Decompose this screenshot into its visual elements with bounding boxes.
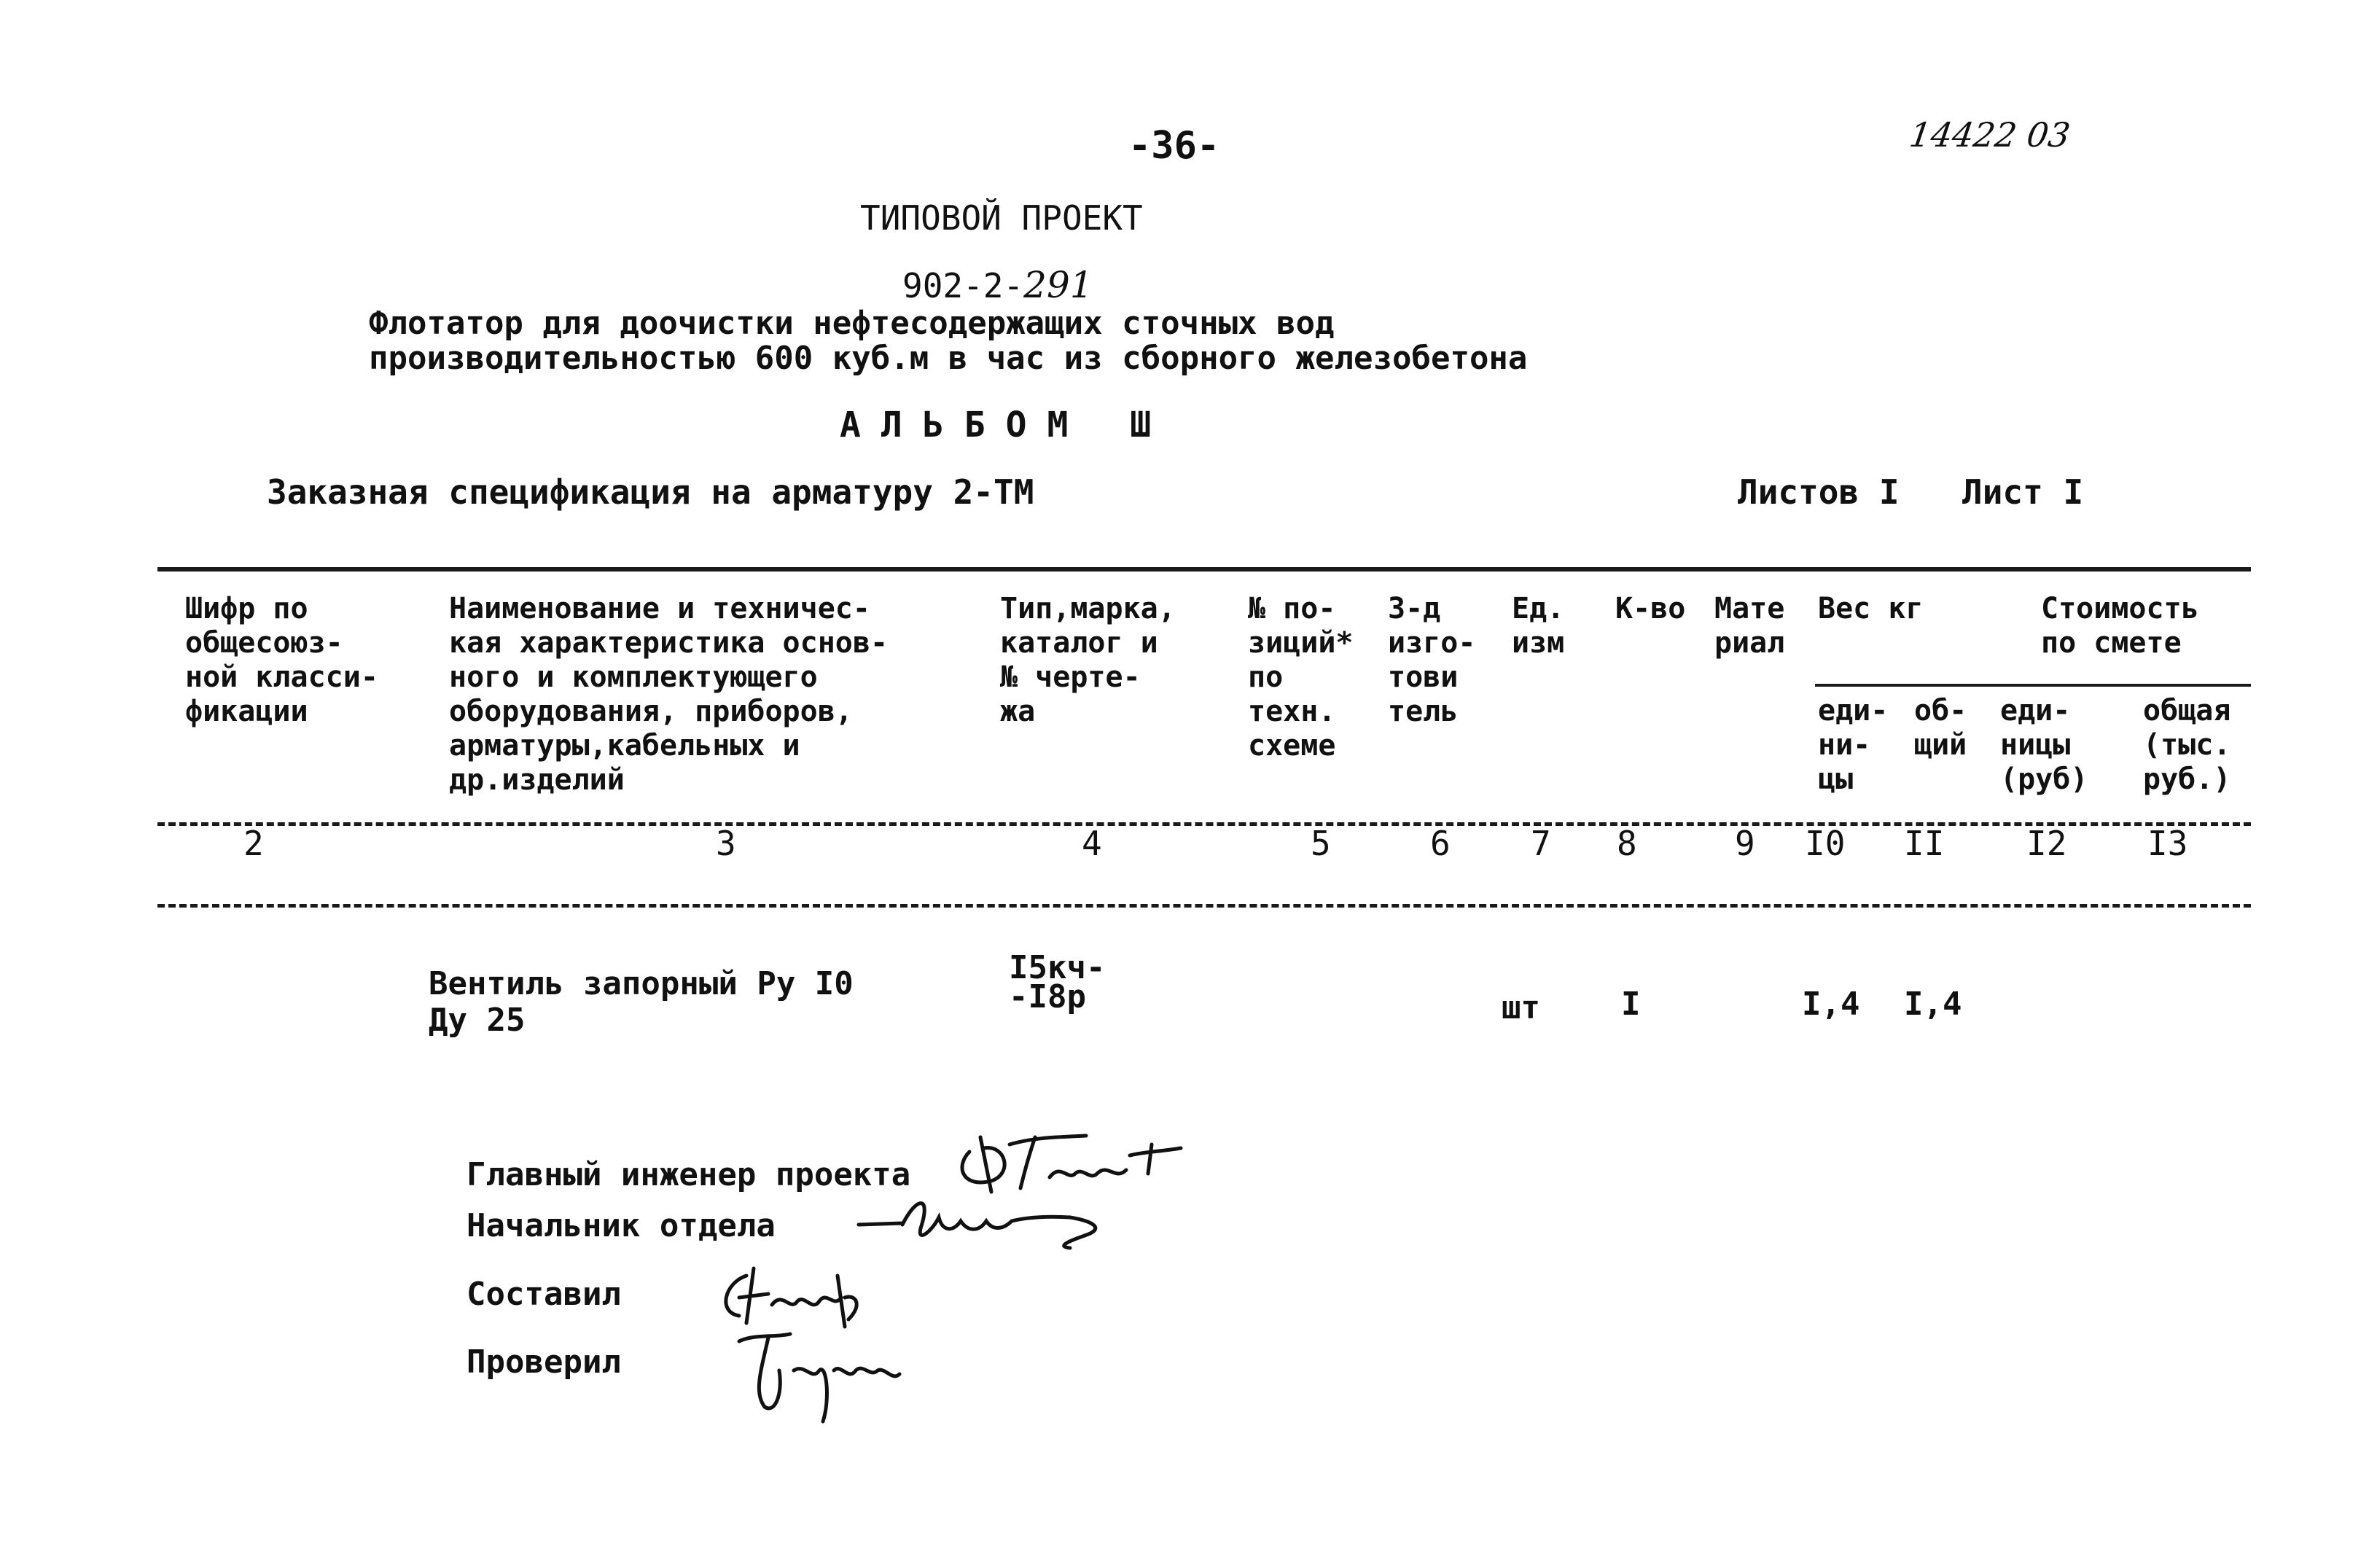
column-header-material: Мате риал <box>1714 592 1785 660</box>
column-number: 3 <box>716 824 736 863</box>
signature-label-checked-by: Проверил <box>467 1343 621 1381</box>
column-header-cost-unit: еди- ницы (руб) <box>2000 694 2088 796</box>
specification-title: Заказная спецификация на арматуру 2-ТМ <box>267 472 1034 512</box>
album-title: АЛЬБОМ Ш <box>840 405 1172 445</box>
signature-department-head <box>851 1188 1158 1254</box>
sheet-current: Лист I <box>1962 472 2084 512</box>
item-weight-total: I,4 <box>1904 986 1962 1023</box>
column-header-quantity: К-во <box>1615 592 1686 625</box>
project-title-line-1: Флотатор для доочистки нефтесодержащих сточных вод <box>369 305 1335 342</box>
project-title-line-2: производительностью 600 куб.м в час из сборного железобетона <box>369 340 1528 377</box>
column-number: 6 <box>1430 824 1451 863</box>
column-number: 4 <box>1082 824 1102 863</box>
page-number: -36- <box>1128 124 1220 168</box>
signature-label-chief-engineer: Главный инженер проекта <box>467 1156 911 1193</box>
signature-label-compiled-by: Составил <box>467 1276 621 1313</box>
item-type: I5кч- -I8р <box>1009 949 1106 1015</box>
project-number-handwritten: 291 <box>1023 264 1093 306</box>
column-header-name: Наименование и техничес- кая характеристика основ- ного и комплектующего оборудования, приборов, арматуры,кабельных и др.изделий <box>449 592 889 797</box>
column-number: 9 <box>1735 824 1755 863</box>
signature-checked-by <box>725 1327 914 1436</box>
table-subheader-rule <box>1815 684 2251 687</box>
project-number <box>902 264 1093 306</box>
sheets-total: Листов I <box>1738 472 1900 512</box>
column-number: I0 <box>1805 824 1846 863</box>
column-header-code: Шифр по общесоюз- ной класси- фикации <box>185 592 378 728</box>
column-header-cost-total: общая (тыс. руб.) <box>2143 694 2231 796</box>
column-header-weight: Вес кг <box>1818 592 1924 625</box>
column-header-unit: Ед. изм <box>1512 592 1565 660</box>
column-number: 7 <box>1531 824 1551 863</box>
item-weight-unit: I,4 <box>1802 986 1860 1023</box>
column-number: 5 <box>1311 824 1331 863</box>
table-top-rule <box>157 567 2251 572</box>
column-number: 8 <box>1617 824 1637 863</box>
column-header-weight-total: об- щий <box>1914 694 1967 762</box>
column-header-weight-unit: еди- ни- цы <box>1818 694 1889 796</box>
item-quantity: I <box>1621 986 1641 1023</box>
column-header-manufacturer: З-д изго- тови тель <box>1388 592 1476 728</box>
column-header-position: № по- зиций* по техн. схеме <box>1248 592 1354 762</box>
project-number-prefix: 902-2- <box>902 266 1024 305</box>
signature-compiled-by <box>703 1254 892 1334</box>
column-header-cost: Стоимость по смете <box>2041 592 2199 660</box>
document-code: 14422 03 <box>1907 115 2073 155</box>
column-number: II <box>1904 824 1945 863</box>
table-number-rule <box>157 904 2251 908</box>
item-name: Вентиль запорный Ру I0 Ду 25 <box>429 965 854 1039</box>
item-unit: шт <box>1502 989 1540 1026</box>
column-number: 2 <box>243 824 264 863</box>
column-number: I3 <box>2147 824 2188 863</box>
column-number: I2 <box>2026 824 2067 863</box>
document-type: ТИПОВОЙ ПРОЕКТ <box>860 198 1143 238</box>
signature-label-department-head: Начальник отдела <box>467 1207 776 1244</box>
column-header-type: Тип,марка, каталог и № черте- жа <box>1000 592 1176 728</box>
